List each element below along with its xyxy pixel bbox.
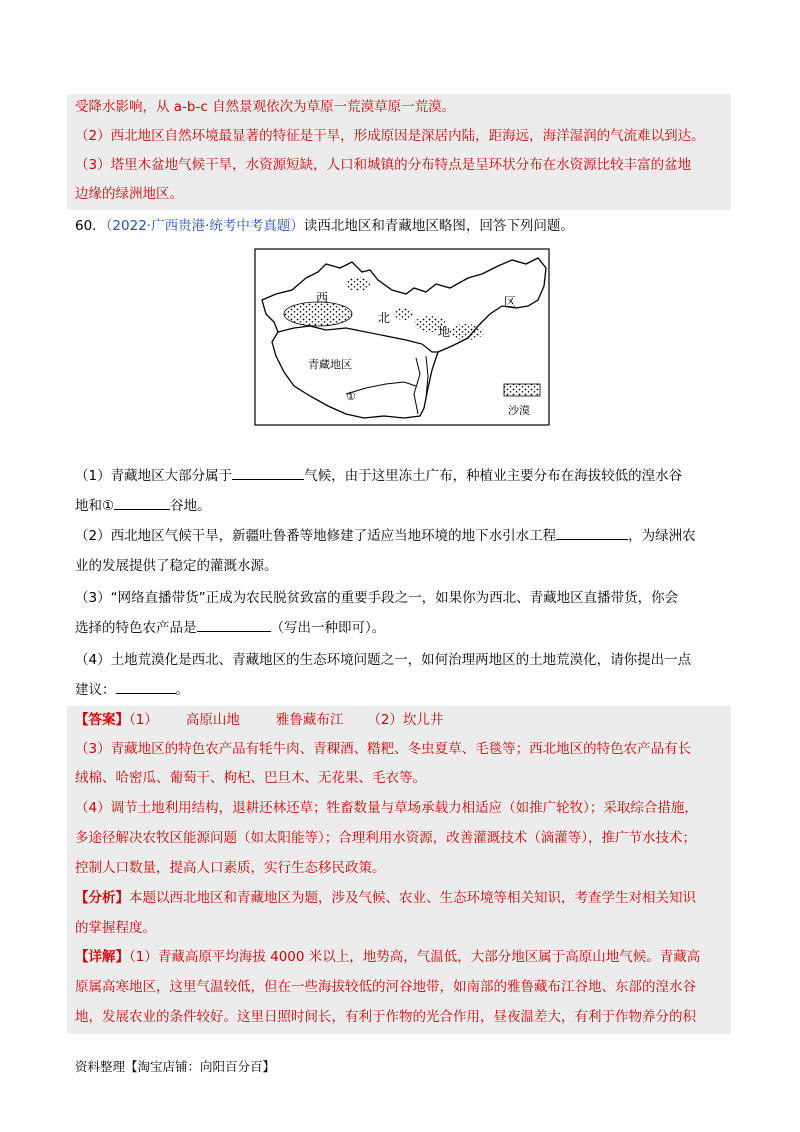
legend-swatch [504, 384, 540, 396]
detail-line-2: 原属高寒地区，这里气温较低，但在一些海拔较低的河谷地带，如南部的雅鲁藏布江谷地、东部的湟水谷 [75, 979, 696, 995]
question-prompt: 读西北地区和青藏地区略图，回答下列问题。 [303, 218, 574, 234]
footer-text: 资料整理【淘宝店铺：向阳百分百】 [75, 1059, 276, 1074]
q2-text-b: ，为绿洲农 [628, 528, 696, 544]
q1-text-b: 气候，由于这里冻土广布，种植业主要分布在海拔较低的湟水谷 [304, 468, 683, 484]
prev-answer-line-3: （3）塔里木盆地气候干旱，水资源短缺，人口和城镇的分布特点是呈环状分布在水资源比较丰富的盆地 [75, 157, 692, 173]
detail-line-3: 地，发展农业的条件较好。这里日照时间长，有利于作物的光合作用，昼夜温差大，有利于作物养分的积 [75, 1009, 696, 1025]
answer-a1-value-2: 雅鲁藏布江 [275, 712, 344, 728]
answer-a4-line-2: 多途径解决农牧区能源问题（如太阳能等）；合理利用水资源，改善灌溉技术（滴灌等），推广节水技术； [75, 830, 696, 846]
q1-line-1 [75, 465, 682, 487]
answer-a4-line-3: 控制人口数量，提高人口素质，实行生态移民政策。 [75, 860, 386, 876]
answer-a1-value-1: 高原山地 [185, 712, 240, 728]
q1-blank-1[interactable] [232, 466, 304, 480]
analysis-line-1 [75, 887, 696, 909]
prev-answer-line-2: （2）西北地区自然环境最显著的特征是干旱，形成原因是深居内陆，距海远，海洋湿润的气流难以到达。 [75, 128, 705, 144]
map-label-xi: 西 [316, 291, 329, 305]
map-frame [255, 249, 549, 425]
desert-taklimakan [284, 302, 352, 326]
q4-line-2 [75, 679, 189, 701]
detail-text-1: （1）青藏高原平均海拔 4000 米以上，地势高，气温低，大部分地区属于高原山地气候。青藏高 [129, 949, 701, 965]
answer-a1-label: （1） [129, 712, 158, 728]
answer-line-1 [75, 709, 443, 731]
desert-junggar [346, 277, 370, 291]
q3-text-b: （写出一种即可）。 [270, 620, 386, 636]
q3-text-a: 选择的特色农产品是 [75, 620, 197, 636]
answer-tag: 【答案】 [75, 712, 129, 728]
q4-text-a: 建议： [75, 682, 116, 698]
answer-a2: （2）坎儿井 [367, 712, 444, 728]
q2-blank[interactable] [556, 526, 628, 540]
q1-text-c: 地和① [75, 498, 115, 514]
map-label-di: 地 [438, 325, 451, 339]
prev-answer-line-1: 受降水影响，从 a-b-c 自然景观依次为草原一荒漠草原一荒漠。 [75, 99, 456, 115]
q4-text-b: 。 [175, 682, 189, 698]
answer-a3-line-2: 绒棉、哈密瓜、葡萄干、枸杞、巴旦木、无花果、毛衣等。 [75, 770, 426, 786]
desert-inner-3 [394, 308, 414, 320]
q1-blank-2[interactable] [114, 496, 170, 510]
map-svg [254, 248, 550, 426]
detail-line-1 [75, 946, 700, 968]
analysis-line-2: 的掌握程度。 [75, 920, 156, 936]
question-number: 60． [75, 218, 106, 234]
map-label-bei: 北 [378, 311, 391, 325]
q1-text-a: （1）青藏地区大部分属于 [75, 468, 233, 484]
desert-inner-2 [448, 324, 484, 340]
q4-line-1: （4）土地荒漠化是西北、青藏地区的生态环境问题之一，如何治理两地区的土地荒漠化，请你提出一点 [75, 652, 692, 668]
analysis-tag: 【分析】 [75, 890, 129, 906]
map-figure [254, 248, 550, 426]
q3-line-2 [75, 617, 385, 639]
q3-blank[interactable] [197, 618, 271, 632]
q1-line-2 [75, 495, 211, 517]
map-label-marker: ① [346, 390, 356, 403]
q1-text-d: 谷地。 [170, 498, 211, 514]
map-label-qu: 区 [504, 295, 517, 309]
answer-a4-line-1: （4）调节土地利用结构，退耕还林还草；牲畜数量与草场承载力相适应（如推广轮牧）；采取综合措施， [75, 800, 698, 816]
question-source: （2022·广西贵港·统考中考真题） [105, 218, 304, 234]
question-header [75, 215, 574, 237]
q2-line-2: 业的发展提供了稳定的灌溉水源。 [75, 558, 278, 574]
legend-label: 沙漠 [508, 404, 530, 417]
q3-line-1: （3）“网络直播带货”正成为农民脱贫致富的重要手段之一，如果你为西北、青藏地区直播带货，你会 [75, 590, 679, 606]
map-label-qingzang: 青藏地区 [308, 358, 352, 371]
q4-blank[interactable] [116, 680, 176, 694]
answer-a3-line-1: （3）青藏地区的特色农产品有牦牛肉、青稞酒、糌粑、冬虫夏草、毛毯等；西北地区的特色农产品有长 [75, 741, 692, 757]
q2-line-1 [75, 525, 696, 547]
detail-tag: 【详解】 [75, 949, 129, 965]
q2-text-a: （2）西北地区气候干旱，新疆吐鲁番等地修建了适应当地环境的地下水引水工程 [75, 528, 557, 544]
prev-answer-line-4: 边缘的绿洲地区。 [75, 186, 183, 202]
analysis-text-1: 本题以西北地区和青藏地区为题，涉及气候、农业、生态环境等相关知识，考查学生对相关知识 [129, 890, 696, 906]
